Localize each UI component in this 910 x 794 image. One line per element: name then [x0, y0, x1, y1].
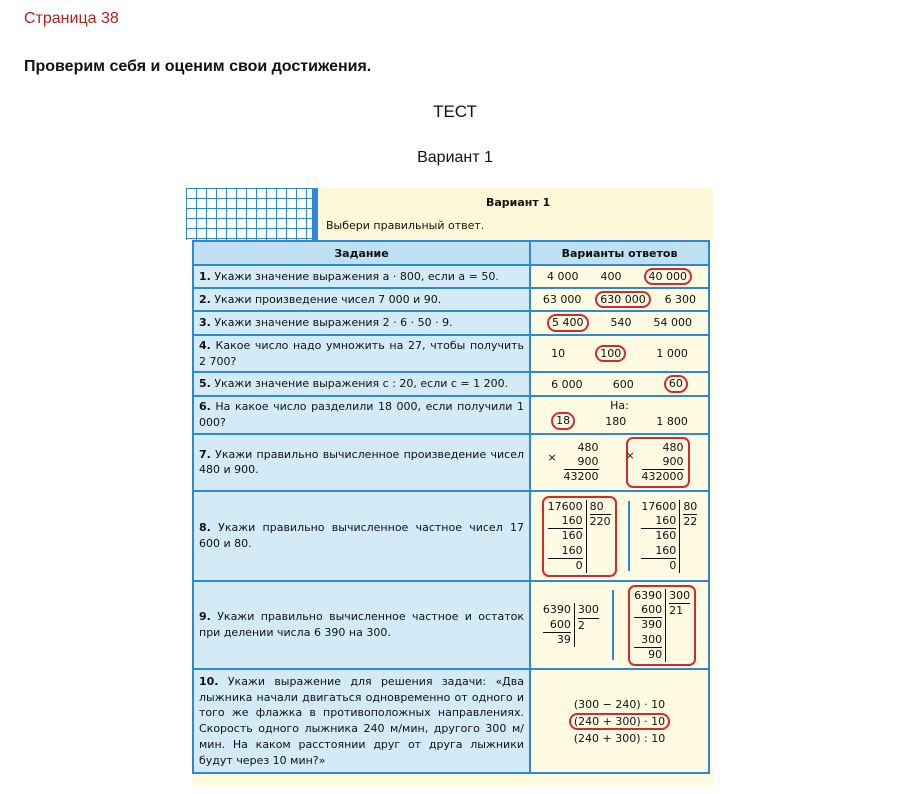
answer-options [536, 268, 703, 285]
operand: 480 [662, 440, 684, 454]
task-cell [193, 434, 530, 492]
task-text: Какое число надо умножить на 27, чтобы получить 2 700? [199, 338, 524, 368]
calc-line: 160 [548, 528, 583, 543]
task-text: Укажи значение выражения c : 20, если c = 1 200. [210, 377, 509, 391]
task-cell [193, 669, 530, 773]
calc-line: 160 [561, 513, 583, 527]
task-cell [193, 288, 530, 311]
dividend-column [634, 589, 662, 662]
task-number: 6. [199, 399, 211, 413]
calc-line: 6390 [542, 603, 571, 617]
col-header-task: Задание [193, 241, 530, 265]
table-row [193, 372, 709, 395]
task-number: 3. [199, 316, 211, 329]
table-row [193, 335, 709, 373]
sheet-instruction: Выбери правильный ответ. [326, 219, 485, 232]
answer-option-selected[interactable]: 100 [595, 345, 626, 362]
answer-options [536, 375, 703, 392]
page-number: Страница 38 [24, 10, 119, 27]
calc-line: 160 [561, 543, 583, 557]
separator [628, 501, 630, 571]
answer-options [536, 314, 703, 331]
quotient: 220 [589, 514, 611, 528]
answer-option[interactable] [641, 500, 697, 573]
divisor-column [586, 500, 611, 573]
variant-title: Вариант 1 [417, 149, 493, 166]
task-number: 7. [199, 447, 211, 461]
grid-paper-decoration [186, 188, 312, 240]
task-number: 5. [199, 377, 211, 391]
answer-option-selected[interactable]: 40 000 [644, 268, 693, 285]
table-row [193, 434, 709, 492]
answer-option[interactable]: 600 [612, 377, 634, 391]
answer-cell [530, 396, 709, 434]
answer-option[interactable] [547, 440, 599, 485]
operand: 480 [577, 440, 599, 454]
answer-option[interactable]: 10 [551, 347, 566, 360]
answer-option[interactable]: (240 + 300) : 10 [573, 731, 666, 745]
calc-line: 39 [543, 632, 571, 647]
answer-option-selected[interactable] [628, 585, 696, 666]
page-heading: Проверим себя и оценим свои достижения. [24, 58, 372, 75]
answer-option[interactable]: 180 [605, 414, 627, 428]
calc-line: 0 [548, 558, 583, 573]
divisor-column [679, 500, 697, 573]
dividend-column [543, 603, 571, 647]
task-cell [193, 311, 530, 334]
answer-options [536, 585, 703, 666]
answer-option-selected[interactable] [542, 496, 617, 577]
answer-options [536, 412, 703, 429]
answer-option[interactable]: 6 000 [551, 377, 583, 391]
task-number: 2. [199, 292, 211, 306]
sheet-variant: Вариант 1 [486, 196, 551, 209]
result: 43200 [563, 470, 599, 484]
quotient: 22 [683, 514, 698, 528]
calc-line: 300 [641, 632, 663, 646]
answer-options [536, 496, 703, 577]
task-cell [193, 335, 530, 373]
multiply-sign: × [625, 448, 635, 462]
answer-option[interactable]: 54 000 [653, 316, 692, 330]
answer-cell [530, 265, 709, 288]
task-text: Укажи выражение для решения задачи: «Два лыжника начали двигаться одновременно от одного и того же флажка в противоположных направлениях. Скорость одного лыжника 240 м/мин, другого 300 м/мин. На каком расстоянии друг от друга лыжники будут через 10 мин?» [199, 674, 524, 768]
answer-option-selected[interactable]: 18 [551, 412, 575, 429]
task-cell [193, 581, 530, 669]
answer-options [536, 697, 703, 746]
textbook-scan [186, 188, 713, 788]
divisor: 300 [578, 603, 599, 618]
task-number: 8. [199, 521, 211, 535]
task-text: Укажи правильно вычисленное произведение чисел 480 и 900. [199, 447, 524, 477]
answer-option-selected[interactable] [626, 437, 690, 489]
table-row [193, 581, 709, 669]
dividend-column [641, 500, 676, 573]
calc-line: 6390 [634, 588, 663, 602]
answer-option-selected[interactable]: 60 [664, 375, 688, 392]
answer-option-selected[interactable]: 5 400 [547, 314, 589, 331]
answer-option[interactable]: 6 300 [664, 293, 697, 307]
quotient: 21 [669, 603, 684, 617]
divisor: 80 [590, 500, 611, 515]
col-header-answers: Варианты ответов [530, 241, 709, 265]
answer-option[interactable]: 63 000 [542, 293, 582, 307]
calc-line: 17600 [547, 499, 583, 513]
task-cell [193, 265, 530, 288]
answer-options [536, 345, 703, 362]
table-row [193, 491, 709, 581]
answer-option[interactable]: 1 000 [656, 347, 688, 360]
calc-line: 0 [641, 558, 676, 573]
task-text: Укажи произведение чисел 7 000 и 90. [210, 292, 442, 306]
divisor: 80 [683, 500, 697, 515]
answer-cell [530, 434, 709, 492]
answer-option[interactable]: 1 800 [656, 414, 688, 428]
table-row [193, 396, 709, 434]
table-row [193, 265, 709, 288]
table-row [193, 288, 709, 311]
task-number: 4. [199, 338, 211, 352]
test-table [192, 240, 710, 774]
answer-cell [530, 335, 709, 373]
quotient: 2 [577, 618, 585, 632]
divisor-column [574, 603, 599, 647]
task-text: Укажи правильно вычисленное частное чисел 17 600 и 80. [199, 521, 524, 551]
calc-line: 390 [634, 617, 662, 632]
answer-options [536, 291, 703, 308]
separator [612, 590, 614, 660]
task-number: 1. [199, 269, 211, 283]
operand: 900 [577, 454, 599, 468]
answer-option[interactable]: (300 − 240) · 10 [573, 697, 666, 711]
operand: 900 [662, 454, 684, 468]
answer-option[interactable]: 4 000 [547, 270, 579, 284]
answer-option[interactable] [543, 603, 599, 647]
answer-cell [530, 311, 709, 334]
multiply-sign: × [547, 450, 557, 464]
task-cell [193, 491, 530, 581]
task-text: Укажи значение выражения 2 · 6 · 50 · 9. [210, 316, 453, 329]
test-title: ТЕСТ [433, 102, 477, 121]
task-text: На какое число разделили 18 000, если получили 1 000? [199, 399, 524, 429]
answer-option-selected[interactable]: 630 000 [595, 291, 651, 308]
answer-option[interactable]: 400 [600, 270, 622, 284]
answer-cell [530, 372, 709, 395]
calc-line: 600 [641, 602, 663, 616]
calc-line: 160 [655, 543, 677, 557]
task-text: Укажи правильно вычисленное частное и остаток при делении числа 6 390 на 300. [199, 610, 524, 640]
dividend-column [548, 500, 583, 573]
answer-option-selected[interactable]: (240 + 300) · 10 [569, 713, 670, 730]
answer-cell [530, 669, 709, 773]
task-number: 10. [199, 674, 219, 688]
task-text: Укажи значение выражения a · 800, если a = 50. [210, 269, 499, 283]
task-number: 9. [199, 610, 211, 624]
task-cell [193, 396, 530, 434]
answer-prefix: На: [610, 399, 629, 413]
answer-option[interactable]: 540 [610, 316, 632, 330]
calc-line: 90 [634, 647, 662, 662]
calc-line: 160 [655, 513, 677, 527]
calc-line: 17600 [641, 499, 677, 513]
answer-cell [530, 581, 709, 669]
answer-cell [530, 288, 709, 311]
answer-cell [530, 491, 709, 581]
divisor-column [665, 589, 690, 662]
table-row [193, 311, 709, 334]
calc-line: 600 [549, 617, 571, 631]
answer-options [536, 437, 703, 489]
result: 432000 [641, 470, 684, 484]
calc-line: 160 [641, 528, 676, 543]
table-row [193, 669, 709, 773]
task-cell [193, 372, 530, 395]
divisor: 300 [669, 589, 690, 604]
sheet-header [318, 188, 713, 240]
